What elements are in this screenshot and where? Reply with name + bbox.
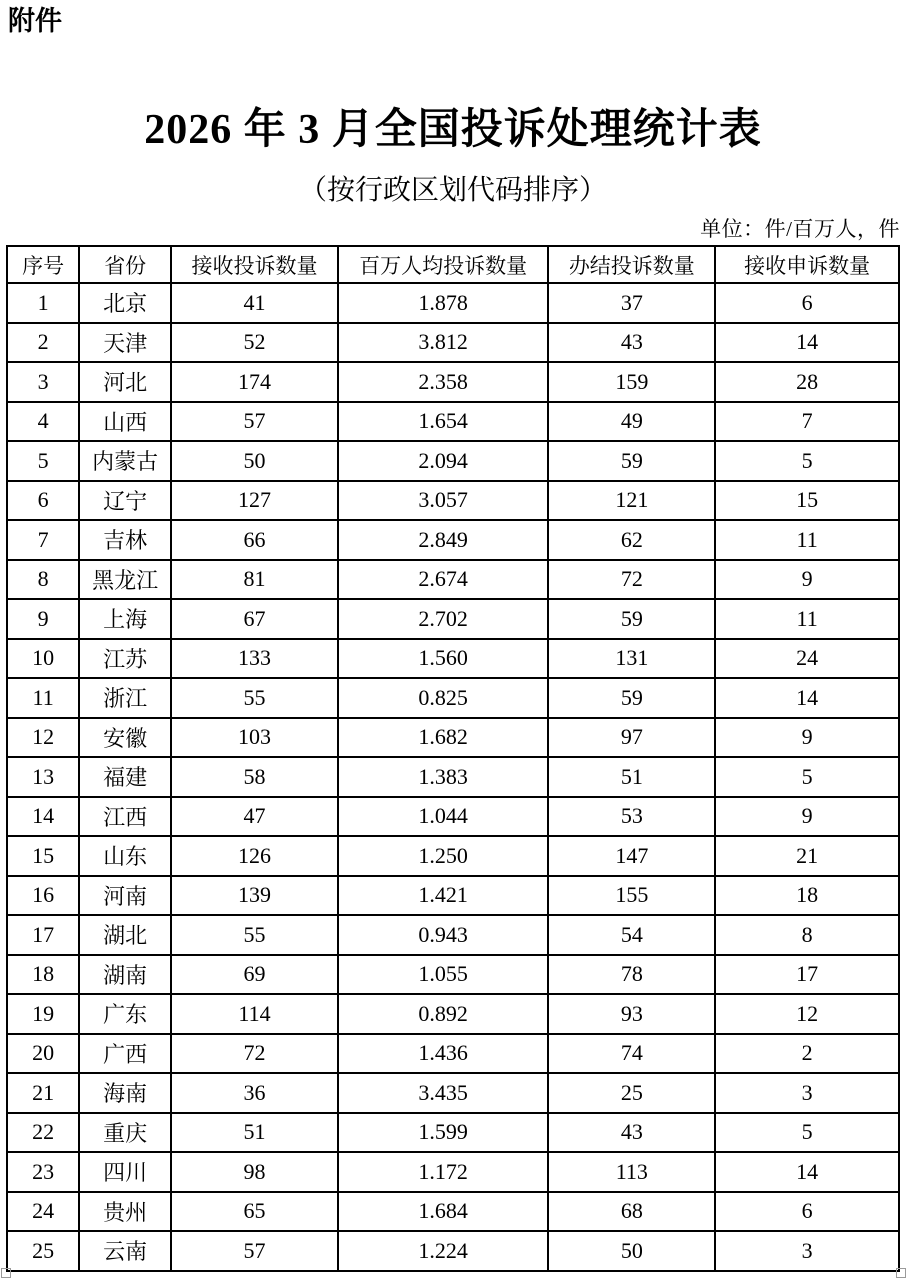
- header-cell-per-million: 百万人均投诉数量: [338, 246, 549, 283]
- table-row: [7, 797, 899, 837]
- table-cell: 74: [548, 1034, 715, 1074]
- table-cell: 1.560: [338, 639, 549, 679]
- table-cell: 0.892: [338, 994, 549, 1034]
- table-cell: 6: [7, 481, 79, 521]
- page-title: 2026 年 3 月全国投诉处理统计表: [144, 107, 762, 153]
- table-row: [7, 1231, 899, 1271]
- table-cell: 67: [171, 599, 338, 639]
- table-row: [7, 402, 899, 442]
- table-cell: 127: [171, 481, 338, 521]
- table-cell: 37: [548, 283, 715, 323]
- table-cell: 3.435: [338, 1073, 549, 1113]
- table-cell: 51: [171, 1113, 338, 1153]
- table-cell: 5: [7, 441, 79, 481]
- table-cell: 重庆: [79, 1113, 171, 1153]
- table-cell: 山东: [79, 836, 171, 876]
- table-row: [7, 1113, 899, 1153]
- table-cell: 1.436: [338, 1034, 549, 1074]
- table-cell: 28: [715, 362, 899, 402]
- table-row: [7, 362, 899, 402]
- table-header-row: [7, 246, 899, 283]
- table-cell: 24: [7, 1192, 79, 1232]
- table-cell: 54: [548, 915, 715, 955]
- table-cell: 36: [171, 1073, 338, 1113]
- table-cell: 15: [7, 836, 79, 876]
- table-cell: 18: [715, 876, 899, 916]
- table-cell: 97: [548, 718, 715, 758]
- table-cell: 13: [7, 757, 79, 797]
- table-cell: 19: [7, 994, 79, 1034]
- table-cell: 0.825: [338, 678, 549, 718]
- table-row: [7, 599, 899, 639]
- table-cell: 5: [715, 757, 899, 797]
- table-cell: 1.878: [338, 283, 549, 323]
- table-cell: 17: [715, 955, 899, 995]
- table-cell: 103: [171, 718, 338, 758]
- table-cell: 1.172: [338, 1152, 549, 1192]
- table-cell: 139: [171, 876, 338, 916]
- table-cell: 天津: [79, 323, 171, 363]
- table-cell: 6: [715, 1192, 899, 1232]
- table-cell: 3: [715, 1073, 899, 1113]
- table-row: [7, 678, 899, 718]
- table-cell: 121: [548, 481, 715, 521]
- table-row: [7, 955, 899, 995]
- table-cell: 1.682: [338, 718, 549, 758]
- table-cell: 93: [548, 994, 715, 1034]
- table-cell: 55: [171, 678, 338, 718]
- table-cell: 9: [715, 718, 899, 758]
- table-cell: 上海: [79, 599, 171, 639]
- table-cell: 7: [7, 520, 79, 560]
- table-cell: 江西: [79, 797, 171, 837]
- header-cell-received: 接收投诉数量: [171, 246, 338, 283]
- table-cell: 14: [7, 797, 79, 837]
- table-cell: 8: [715, 915, 899, 955]
- table-cell: 江苏: [79, 639, 171, 679]
- table-cell: 14: [715, 1152, 899, 1192]
- table-cell: 11: [7, 678, 79, 718]
- table-cell: 15: [715, 481, 899, 521]
- table-cell: 北京: [79, 283, 171, 323]
- table-cell: 海南: [79, 1073, 171, 1113]
- table-cell: 41: [171, 283, 338, 323]
- table-cell: 9: [7, 599, 79, 639]
- statistics-table: [6, 245, 900, 1272]
- table-cell: 53: [548, 797, 715, 837]
- table-cell: 68: [548, 1192, 715, 1232]
- table-cell: 1.599: [338, 1113, 549, 1153]
- table-cell: 22: [7, 1113, 79, 1153]
- table-cell: 14: [715, 323, 899, 363]
- table-cell: 0.943: [338, 915, 549, 955]
- table-cell: 10: [7, 639, 79, 679]
- table-cell: 159: [548, 362, 715, 402]
- attachment-label: 附件: [8, 6, 62, 36]
- table-cell: 黑龙江: [79, 560, 171, 600]
- table-cell: 98: [171, 1152, 338, 1192]
- table-cell: 内蒙古: [79, 441, 171, 481]
- table-cell: 安徽: [79, 718, 171, 758]
- table-row: [7, 283, 899, 323]
- table-cell: 50: [548, 1231, 715, 1271]
- table-cell: 58: [171, 757, 338, 797]
- table-cell: 1.250: [338, 836, 549, 876]
- table-row: [7, 718, 899, 758]
- table-row: [7, 757, 899, 797]
- table-cell: 2.849: [338, 520, 549, 560]
- table-cell: 174: [171, 362, 338, 402]
- table-cell: 3: [7, 362, 79, 402]
- table-row: [7, 876, 899, 916]
- table-cell: 湖北: [79, 915, 171, 955]
- table-cell: 16: [7, 876, 79, 916]
- table-cell: 131: [548, 639, 715, 679]
- header-cell-index: 序号: [7, 246, 79, 283]
- table-row: [7, 1152, 899, 1192]
- table-cell: 59: [548, 599, 715, 639]
- table-cell: 113: [548, 1152, 715, 1192]
- table-cell: 2.674: [338, 560, 549, 600]
- table-cell: 24: [715, 639, 899, 679]
- header-cell-resolved: 办结投诉数量: [548, 246, 715, 283]
- table-row: [7, 915, 899, 955]
- table-row: [7, 1192, 899, 1232]
- table-row: [7, 1073, 899, 1113]
- table-row: [7, 639, 899, 679]
- table-cell: 河南: [79, 876, 171, 916]
- table-corner-handle-left: [1, 1268, 11, 1278]
- table-cell: 11: [715, 599, 899, 639]
- table-cell: 6: [715, 283, 899, 323]
- table-cell: 25: [548, 1073, 715, 1113]
- table-cell: 18: [7, 955, 79, 995]
- table-row: [7, 836, 899, 876]
- table-cell: 57: [171, 402, 338, 442]
- table-cell: 147: [548, 836, 715, 876]
- table-row: [7, 481, 899, 521]
- table-cell: 四川: [79, 1152, 171, 1192]
- table-row: [7, 994, 899, 1034]
- table-cell: 福建: [79, 757, 171, 797]
- table-cell: 59: [548, 678, 715, 718]
- table-cell: 辽宁: [79, 481, 171, 521]
- table-cell: 3: [715, 1231, 899, 1271]
- table-header: [7, 246, 899, 283]
- table-cell: 1.684: [338, 1192, 549, 1232]
- table-cell: 72: [548, 560, 715, 600]
- table-cell: 广东: [79, 994, 171, 1034]
- table-cell: 47: [171, 797, 338, 837]
- table-cell: 49: [548, 402, 715, 442]
- table-cell: 1.044: [338, 797, 549, 837]
- table-cell: 河北: [79, 362, 171, 402]
- table-cell: 43: [548, 323, 715, 363]
- table-cell: 9: [715, 797, 899, 837]
- table-corner-handle-right: [896, 1268, 906, 1278]
- table-cell: 155: [548, 876, 715, 916]
- table-cell: 50: [171, 441, 338, 481]
- table-cell: 3.812: [338, 323, 549, 363]
- table-cell: 12: [7, 718, 79, 758]
- table-cell: 1.224: [338, 1231, 549, 1271]
- table-cell: 1: [7, 283, 79, 323]
- table-cell: 9: [715, 560, 899, 600]
- table-cell: 81: [171, 560, 338, 600]
- table-cell: 23: [7, 1152, 79, 1192]
- table-cell: 1.383: [338, 757, 549, 797]
- table-row: [7, 323, 899, 363]
- table-cell: 57: [171, 1231, 338, 1271]
- table-cell: 吉林: [79, 520, 171, 560]
- table-row: [7, 1034, 899, 1074]
- table-body: [7, 283, 899, 1271]
- table-cell: 114: [171, 994, 338, 1034]
- table-cell: 广西: [79, 1034, 171, 1074]
- table-cell: 12: [715, 994, 899, 1034]
- table-cell: 11: [715, 520, 899, 560]
- table-cell: 21: [715, 836, 899, 876]
- table-cell: 66: [171, 520, 338, 560]
- table-cell: 2: [7, 323, 79, 363]
- table-cell: 2: [715, 1034, 899, 1074]
- table-cell: 78: [548, 955, 715, 995]
- table-cell: 8: [7, 560, 79, 600]
- table-row: [7, 560, 899, 600]
- table-cell: 62: [548, 520, 715, 560]
- table-cell: 山西: [79, 402, 171, 442]
- table-cell: 14: [715, 678, 899, 718]
- table-cell: 65: [171, 1192, 338, 1232]
- table-cell: 7: [715, 402, 899, 442]
- table-cell: 湖南: [79, 955, 171, 995]
- table-cell: 43: [548, 1113, 715, 1153]
- table-cell: 2.358: [338, 362, 549, 402]
- table-cell: 3.057: [338, 481, 549, 521]
- table-cell: 25: [7, 1231, 79, 1271]
- table-cell: 20: [7, 1034, 79, 1074]
- table-cell: 4: [7, 402, 79, 442]
- table-cell: 69: [171, 955, 338, 995]
- table-row: [7, 520, 899, 560]
- table-cell: 52: [171, 323, 338, 363]
- table-cell: 贵州: [79, 1192, 171, 1232]
- page-subtitle: （按行政区划代码排序）: [298, 175, 607, 206]
- table-cell: 55: [171, 915, 338, 955]
- table-cell: 17: [7, 915, 79, 955]
- table-cell: 126: [171, 836, 338, 876]
- table-cell: 1.654: [338, 402, 549, 442]
- table-cell: 1.421: [338, 876, 549, 916]
- table-cell: 2.094: [338, 441, 549, 481]
- table-row: [7, 441, 899, 481]
- table-cell: 133: [171, 639, 338, 679]
- table-cell: 59: [548, 441, 715, 481]
- header-cell-province: 省份: [79, 246, 171, 283]
- table-cell: 51: [548, 757, 715, 797]
- table-cell: 2.702: [338, 599, 549, 639]
- table-cell: 21: [7, 1073, 79, 1113]
- unit-note: 单位：件/百万人，件: [700, 217, 900, 241]
- table-cell: 5: [715, 441, 899, 481]
- table-cell: 72: [171, 1034, 338, 1074]
- table-cell: 云南: [79, 1231, 171, 1271]
- header-cell-appeals: 接收申诉数量: [715, 246, 899, 283]
- table-cell: 浙江: [79, 678, 171, 718]
- table-cell: 1.055: [338, 955, 549, 995]
- table-cell: 5: [715, 1113, 899, 1153]
